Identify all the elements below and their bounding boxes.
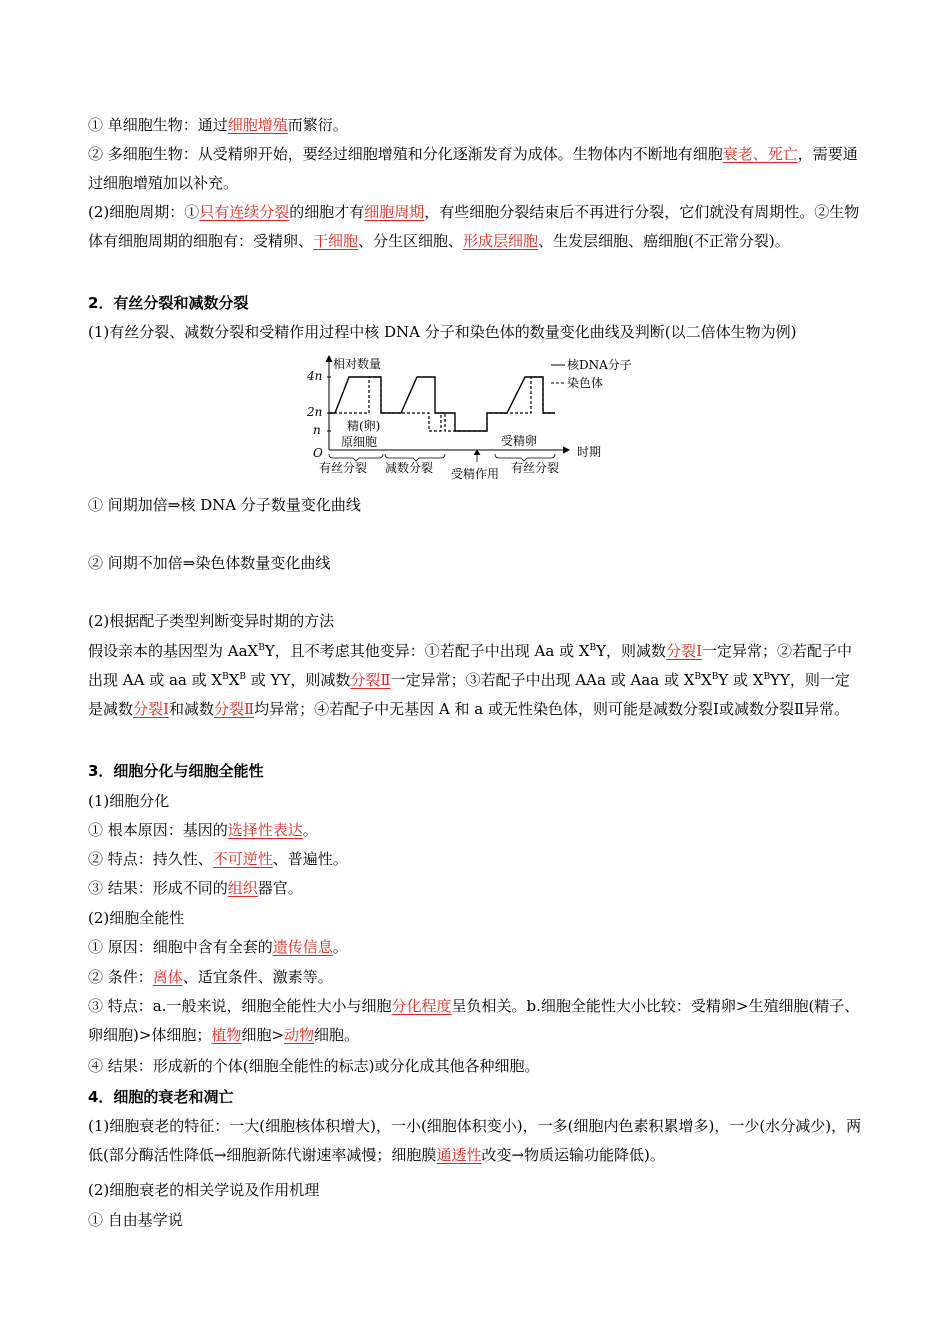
superscript: B [694,672,702,682]
answer-text: 分裂Ⅰ [666,642,702,660]
answer-text: 分裂Ⅱ [213,700,255,718]
text-span: 的细胞才有 [289,203,365,221]
x-axis-label: 时期 [577,445,602,459]
text-line [88,874,863,903]
text-paragraph [88,637,863,724]
answer-text: 遗传信息 [272,938,333,956]
text-span: 和减数 [168,700,214,718]
section-heading: 3．细胞分化与细胞全能性 [88,762,264,780]
text-span: ② 条件： [88,968,153,986]
text-line: (1)细胞分化 [88,792,170,810]
legend-dna-label: 核DNA分子 [567,358,632,372]
text-span: 而繁衍。 [287,116,348,134]
superscript: B [258,643,265,653]
text-line [88,845,863,874]
text-line: (2)细胞衰老的相关学说及作用机理 [88,1181,320,1199]
text-span: ① 根本原因：基因的 [88,821,228,839]
answer-text: 选择性表达 [227,821,303,839]
text-span: 、生发层细胞、癌细胞(不正常分裂)。 [538,232,790,250]
text-span: 细胞> [241,1026,285,1044]
text-line: ② 间期不加倍⇒染色体数量变化曲线 [88,554,331,572]
text-span: X [228,671,240,689]
text-span: ① 单细胞生物：通过 [88,116,228,134]
text-paragraph [88,1112,863,1170]
answer-text: 动物 [284,1026,315,1044]
legend-chrom-label: 染色体 [567,376,604,390]
text-line: ④ 结果：形成新的个体(细胞全能性的标志)或分化成其他各种细胞。 [88,1057,540,1075]
text-line [88,111,863,140]
superscript: B [222,672,229,682]
stage-label-4: 有丝分裂 [511,461,560,475]
text-span: 或 YY，则减数 [246,671,351,689]
text-line [88,140,863,198]
text-span: 一定异常；③若配子中出现 AAa 或 Aaa 或 X [390,671,695,689]
text-span: 改变→物质运输功能降低)。 [481,1146,665,1164]
y-axis-arrow [326,356,332,362]
answer-text: 干细胞 [313,232,359,250]
text-span: X [701,671,712,689]
text-span: ，需要通过细胞增殖加以补充。 [88,145,858,192]
stage-label-2: 减数分裂 [385,461,434,475]
x-axis-arrow [563,447,569,453]
dna-chromosome-figure [305,350,665,482]
text-paragraph [88,992,863,1050]
origin-label: O [313,446,323,460]
stage-brace-4 [495,454,555,461]
stage-brace-2 [385,454,445,461]
text-span: 。 [302,821,318,839]
text-span: Y，且不考虑其他变异：①若配子中出现 Aa 或 X [264,642,590,660]
zygote-label: 受精卵 [501,434,538,448]
text-span: ③ 特点：a.一般来说，细胞全能性大小与细胞 [88,997,392,1015]
cell-label-1: 精(卵) [347,419,381,433]
text-span: 假设亲本的基因型为 AaX [88,642,259,660]
text-line: ① 自由基学说 [88,1211,183,1229]
text-span: ③ 结果：形成不同的 [88,879,228,897]
answer-text: 不可逆性 [212,850,273,868]
text-line: (2)根据配子类型判断变异时期的方法 [88,612,335,630]
y-tick-4n: 4n [307,369,323,383]
answer-text: 只有连续分裂 [199,203,290,221]
text-line [88,963,863,992]
answer-text: 分化程度 [391,997,452,1015]
text-line [88,816,863,845]
text-span: ② 多细胞生物：从受精卵开始，要经过细胞增殖和分化逐渐发育为成体。生物体内不断地有细胞 [88,145,723,163]
answer-text: 分裂Ⅱ [350,671,391,689]
section-heading: 2．有丝分裂和减数分裂 [88,294,249,312]
text-span: 细胞。 [314,1026,360,1044]
superscript: B [763,672,771,682]
text-span: (1)细胞衰老的特征：一大(细胞核体积增大)，一小(细胞体积变小)，一多(细胞内色素积累增多)，一少(水分减少)，两低(部分酶活性降低→细胞新陈代谢速率减慢；细胞膜 [88,1117,862,1164]
cell-label-2: 原细胞 [341,435,378,449]
answer-text: 通透性 [436,1146,482,1164]
answer-text: 离体 [152,968,183,986]
text-span: 、适宜条件、激素等。 [182,968,333,986]
stage-brace-1 [329,454,383,461]
superscript: B [589,643,597,653]
text-span: YY，则一定是减数 [88,671,850,718]
text-span: 均异常；④若配子中无基因 A 和 a 或无性染色体，则可能是减数分裂Ⅰ或减数分裂Ⅱ异常。 [254,700,850,718]
text-line: ① 间期加倍⇒核 DNA 分子数量变化曲线 [88,496,361,514]
answer-text: 形成层细胞 [463,232,539,250]
text-span: 呈负相关。b.细胞全能性大小比较：受精卵>生殖细胞(精子、卵细胞)>体细胞； [88,997,860,1044]
text-line: (2)细胞全能性 [88,909,185,927]
stage-label-1: 有丝分裂 [319,461,368,475]
text-span: 。 [332,938,348,956]
superscript: B [239,672,247,682]
text-span: ② 特点：持久性、 [88,850,213,868]
answer-text: 植物 [211,1026,242,1044]
text-span: ，有些细胞分裂结束后不再进行分裂，它们就没有周期性。②生物体有细胞周期的细胞有：受精卵、 [88,203,860,250]
text-line [88,933,863,962]
answer-text: 细胞增殖 [227,116,288,134]
answer-text: 分裂Ⅰ [133,700,169,718]
answer-text: 组织 [227,879,258,897]
answer-text: 衰老、死亡 [722,145,798,163]
text-span: 、普遍性。 [272,850,348,868]
text-span: Y 或 X [718,671,764,689]
text-line: (1)有丝分裂、减数分裂和受精作用过程中核 DNA 分子和染色体的数量变化曲线及判断(以二倍体生物为例) [88,323,797,341]
y-axis-label: 相对数量 [333,357,382,371]
text-line [88,198,863,256]
answer-text: 细胞周期 [364,203,425,221]
text-span: 、分生区细胞、 [358,232,464,250]
section-heading: 4．细胞的衰老和凋亡 [88,1088,234,1106]
text-span: (2)细胞周期：① [88,203,200,221]
text-span: Y，则减数 [596,642,667,660]
text-span: 一定异常；②若配子中出现 AA 或 aa 或 X [88,642,853,689]
y-tick-n: n [313,423,321,437]
stage-label-3: 受精作用 [451,467,500,481]
y-tick-2n: 2n [307,405,323,419]
superscript: B [711,672,719,682]
text-span: ① 原因：细胞中含有全套的 [88,938,273,956]
text-span: 器官。 [257,879,303,897]
